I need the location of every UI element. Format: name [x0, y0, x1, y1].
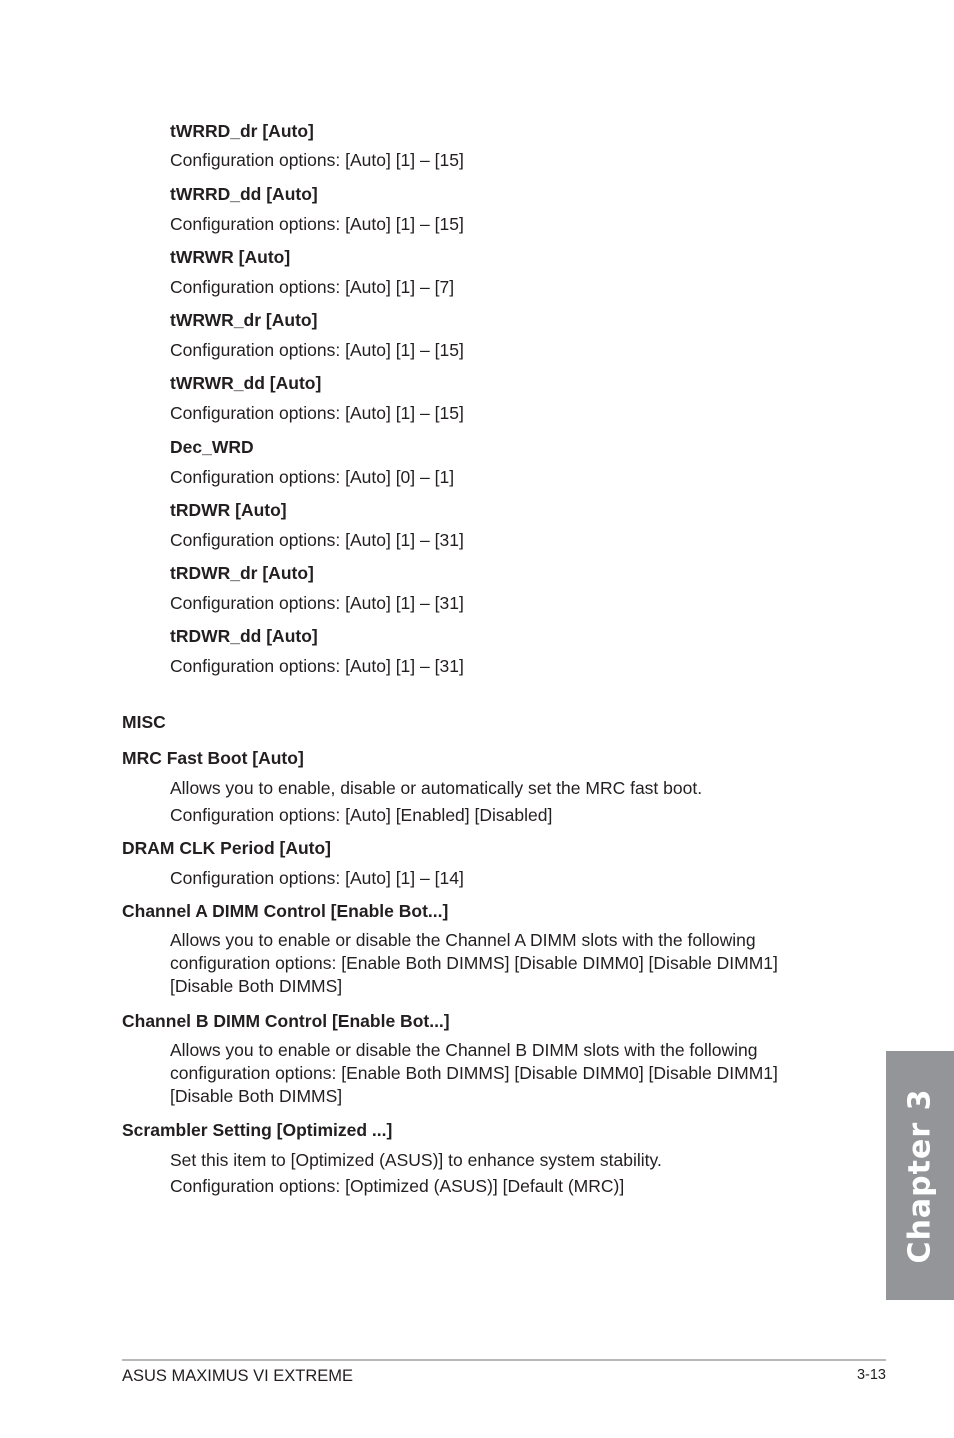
mrc-fast-boot-title: MRC Fast Boot [Auto] [122, 748, 304, 768]
footer-page-number: 3-13 [856, 1367, 886, 1383]
scrambler-setting-title: Scrambler Setting [Optimized ...] [122, 1120, 393, 1140]
item-title-trdwr-dr: tRDWR_dr [Auto] [170, 563, 314, 583]
item-desc-twrwr: Configuration options: [Auto] [1] – [7] [170, 277, 455, 297]
item-title-trdwr: tRDWR [Auto] [170, 500, 287, 520]
item-title-twrrd-dr: tWRRD_dr [Auto] [170, 121, 314, 141]
item-desc-twrwr-dr: Configuration options: [Auto] [1] – [15] [170, 340, 464, 360]
item-title-twrwr: tWRWR [Auto] [170, 247, 291, 267]
item-title-twrwr-dd: tWRWR_dd [Auto] [170, 373, 322, 393]
channel-a-dimm-title: Channel A DIMM Control [Enable Bot...] [122, 901, 449, 921]
item-title-twrwr-dr: tWRWR_dr [Auto] [170, 310, 318, 330]
channel-a-dimm-desc: Allows you to enable or disable the Channel A DIMM slots with the following configuration options: [Enable Both DIMMS] [Disable DIMM0] [Disable DIMM1] [Disable Both DIMMS] [170, 930, 778, 996]
mrc-fast-boot-options: Configuration options: [Auto] [Enabled] [Disabled] [170, 805, 553, 825]
scrambler-setting-desc: Set this item to [Optimized (ASUS)] to enhance system stability. [170, 1150, 662, 1170]
item-desc-twrrd-dr: Configuration options: [Auto] [1] – [15] [170, 150, 464, 170]
dram-clk-period-title: DRAM CLK Period [Auto] [122, 838, 332, 858]
footer-product-name: ASUS MAXIMUS VI EXTREME [122, 1367, 354, 1385]
misc-heading: MISC [122, 712, 166, 732]
item-desc-dec-wrd: Configuration options: [Auto] [0] – [1] [170, 467, 455, 487]
footer-divider [122, 1359, 886, 1361]
scrambler-setting-options: Configuration options: [Optimized (ASUS)] [Default (MRC)] [170, 1176, 625, 1196]
item-desc-trdwr-dr: Configuration options: [Auto] [1] – [31] [170, 593, 464, 613]
mrc-fast-boot-desc: Allows you to enable, disable or automatically set the MRC fast boot. [170, 778, 703, 798]
channel-b-dimm-desc: Allows you to enable or disable the Channel B DIMM slots with the following configuration options: [Enable Both DIMMS] [Disable DIMM0] [Disable DIMM1] [Disable Both DIMMS] [170, 1040, 778, 1106]
chapter-tab [886, 1051, 954, 1300]
item-desc-trdwr: Configuration options: [Auto] [1] – [31] [170, 530, 464, 550]
item-desc-twrrd-dd: Configuration options: [Auto] [1] – [15] [170, 214, 464, 234]
dram-clk-period-options: Configuration options: [Auto] [1] – [14] [170, 868, 464, 888]
channel-b-dimm-title: Channel B DIMM Control [Enable Bot...] [122, 1011, 450, 1031]
item-desc-trdwr-dd: Configuration options: [Auto] [1] – [31] [170, 656, 464, 676]
item-desc-twrwr-dd: Configuration options: [Auto] [1] – [15] [170, 403, 464, 423]
item-title-dec-wrd: Dec_WRD [170, 437, 254, 457]
item-title-trdwr-dd: tRDWR_dd [Auto] [170, 626, 318, 646]
item-title-twrrd-dd: tWRRD_dd [Auto] [170, 184, 318, 204]
chapter-label: Chapter 3 [902, 1088, 938, 1263]
